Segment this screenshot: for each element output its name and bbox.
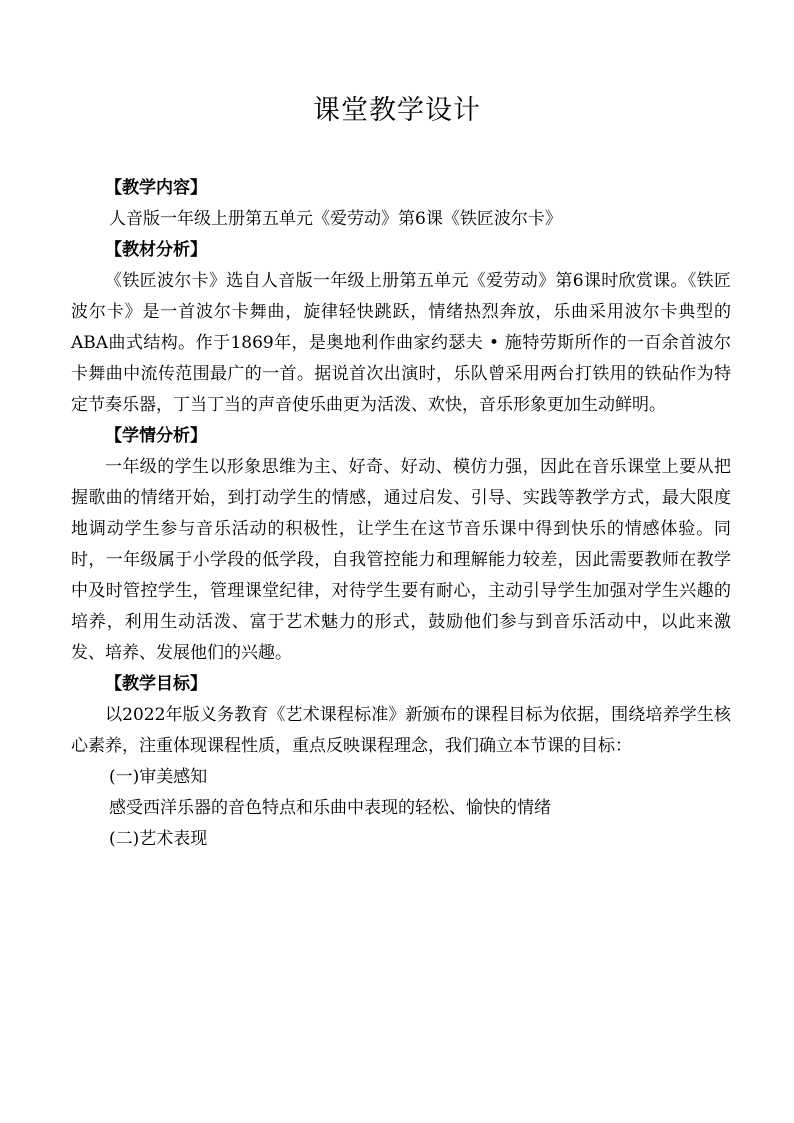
page-title: 课堂教学设计 xyxy=(313,95,481,126)
section-heading-content: 【教学内容】 xyxy=(105,178,207,198)
goal-label-aesthetic: (一)审美感知 xyxy=(109,767,208,787)
goal-text-aesthetic: 感受西洋乐器的音色特点和乐曲中表现的轻松、愉快的情绪 xyxy=(109,798,551,818)
student-analysis-text: 一年级的学生以形象思维为主、好奇、好动、模仿力强，因此在音乐课堂上要从把握歌曲的情绪开始，到打动学生的情感，通过启发、引导、实践等教学方式，最大限度地调动学生参与音乐活动的积极性，让学生在这节音乐课中得到快乐的情感体验。同时，一年级属于小学段的低学段，自我管控能力和理解能力较差，因此需要教师在教学中及时管控学生，管理课堂纪律，对待学生要有耐心，主动引导学生加强对学生兴趣的培养，利用生动活泼、富于艺术魅力的形式，鼓励他们参与到音乐活动中，以此来激发、培养、发展他们的兴趣。 xyxy=(71,457,731,663)
section-heading-goals: 【教学目标】 xyxy=(105,674,207,694)
material-analysis-text: 《铁匠波尔卡》选自人音版一年级上册第五单元《爱劳动》第6课时欣赏课。《铁匠波尔卡》是一首波尔卡舞曲，旋律轻快跳跃，情绪热烈奔放，乐曲采用波尔卡典型的ABA曲式结构。作于1869年，是奥地利作曲家约瑟夫 • 施特劳斯所作的一百余首波尔卡舞曲中流传范围最广的一首。据说首次出演时，乐队曾采用两台打铁用的铁砧作为特定节奏乐器，丁当丁当的声音使乐曲更为活泼、欢快，音乐形象更加生动鲜明。 xyxy=(71,271,731,415)
section-heading-students: 【学情分析】 xyxy=(105,426,207,446)
document-body xyxy=(71,173,731,855)
goal-label-expression: (二)艺术表现 xyxy=(109,829,208,849)
section-heading-material: 【教材分析】 xyxy=(105,240,207,260)
content-text: 人音版一年级上册第五单元《爱劳动》第6课《铁匠波尔卡》 xyxy=(109,209,562,229)
goals-intro-text: 以2022年版义务教育《艺术课程标准》新颁布的课程目标为依据，围绕培养学生核心素养，注重体现课程性质，重点反映课程理念，我们确立本节课的目标： xyxy=(71,705,731,756)
